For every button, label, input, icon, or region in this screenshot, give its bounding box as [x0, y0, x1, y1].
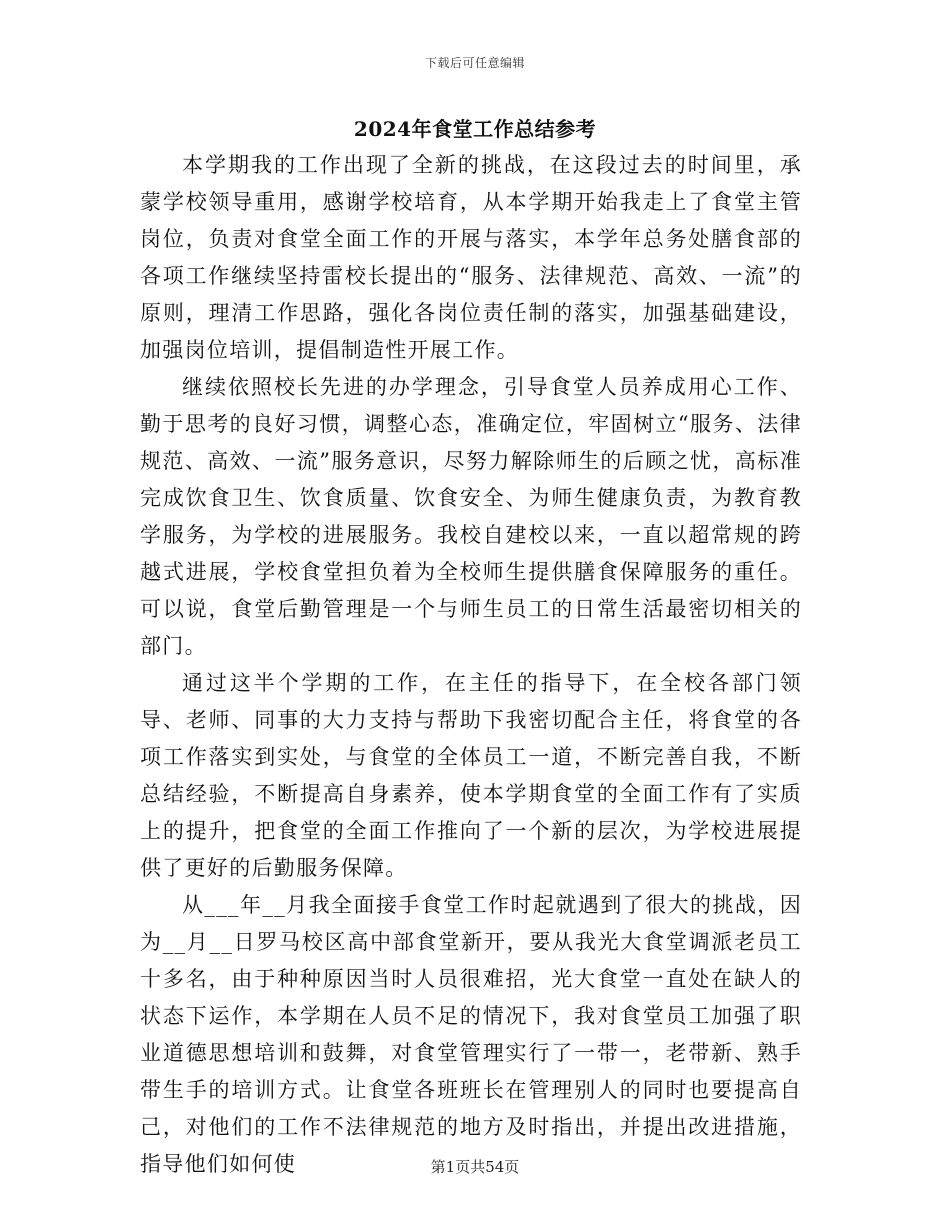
- paragraph: 继续依照校长先进的办学理念，引导食堂人员养成用心工作、勤于思考的良好习惯，调整心态，准确定位，牢固树立“服务、法律规范、高效、一流”服务意识，尽努力解除师生的后顾之忧，高标准完成饮食卫生、饮食质量、饮食安全、为师生健康负责，为教育教学服务，为学校的进展服务。我校自建校以来，一直以超常规的跨越式进展，学校食堂担负着为全校师生提供膳食保障服务的重任。可以说，食堂后勤管理是一个与师生员工的日常生活最密切相关的部门。: [140, 375, 802, 658]
- document-title: 2024年食堂工作总结参考: [353, 117, 597, 141]
- paragraph: 通过这半个学期的工作，在主任的指导下，在全校各部门领导、老师、同事的大力支持与帮助下我密切配合主任，将食堂的各项工作落实到实处，与食堂的全体员工一道，不断完善自我，不断总结经验，不断提高自身素养，使本学期食堂的全面工作有了实质上的提升，把食堂的全面工作推向了一个新的层次，为学校进展提供了更好的后勤服务保障。: [140, 671, 802, 880]
- paragraph: 本学期我的工作出现了全新的挑战，在这段过去的时间里，承蒙学校领导重用，感谢学校培育，从本学期开始我走上了食堂主管岗位，负责对食堂全面工作的开展与落实，本学年总务处膳食部的各项工作继续坚持雷校长提出的“服务、法律规范、高效、一流”的原则，理清工作思路，强化各岗位责任制的落实，加强基础建设，加强岗位培训，提倡制造性开展工作。: [140, 153, 802, 362]
- document-body: [140, 147, 802, 1183]
- paragraph: 从___年__月我全面接手食堂工作时起就遇到了很大的挑战，因为__月__日罗马校区高中部食堂新开，要从我光大食堂调派老员工十多名，由于种种原因当时人员很难招，光大食堂一直处在缺人的状态下运作，本学期在人员不足的情况下，我对食堂员工加强了职业道德思想培训和鼓舞，对食堂管理实行了一带一，老带新、熟手带生手的培训方式。让食堂各班班长在管理别人的同时也要提高自己，对他们的工作不法律规范的地方及时指出，并提出改进措施，指导他们如何使: [140, 893, 802, 1176]
- header-note: 下载后可任意编辑: [424, 56, 525, 70]
- page-number: 第1页共54页: [430, 1158, 520, 1176]
